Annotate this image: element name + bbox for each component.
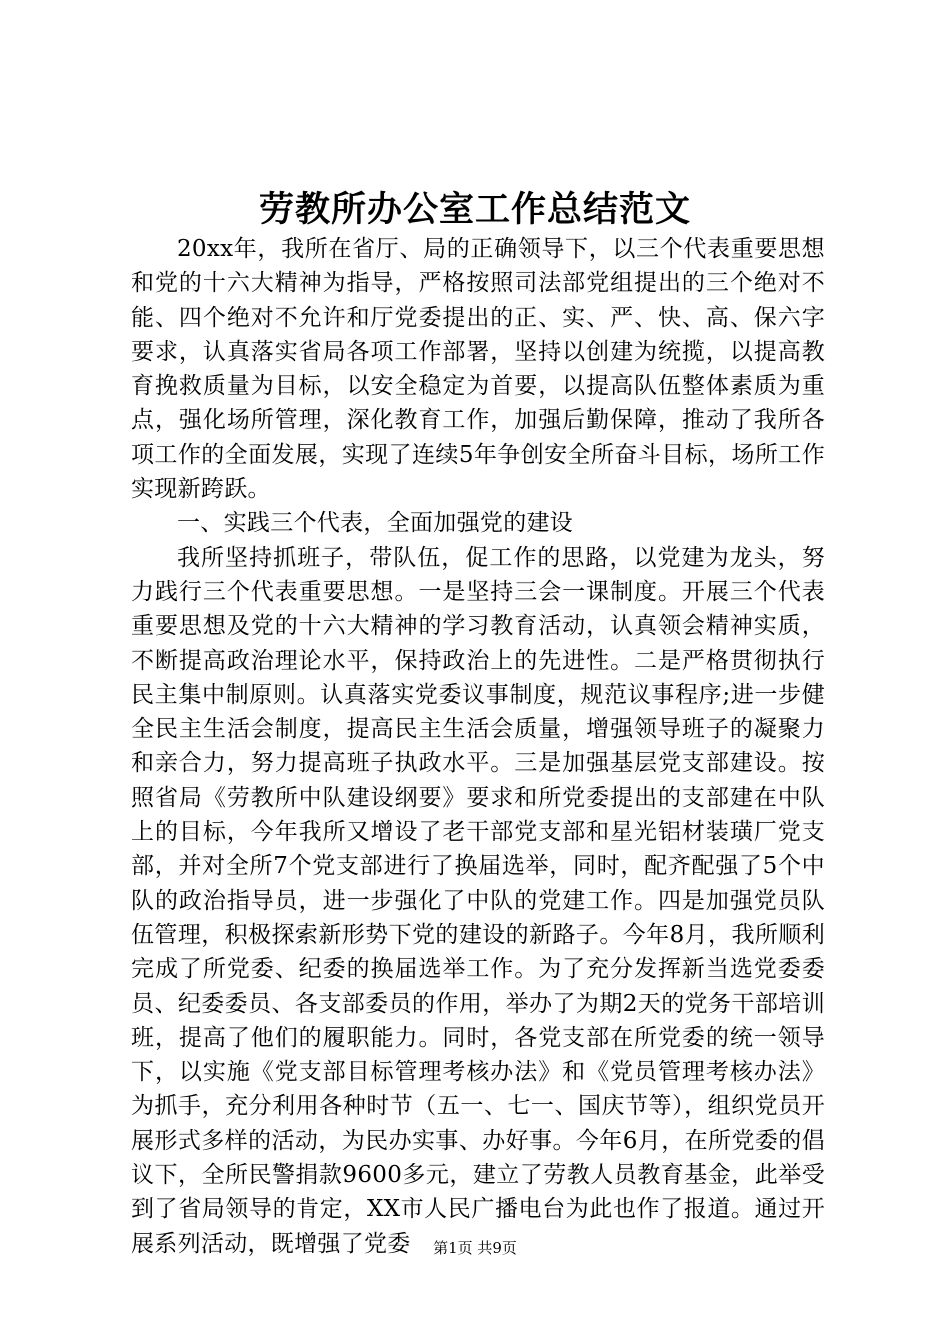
section-heading-1: 一、实践三个代表，全面加强党的建设 (177, 510, 574, 537)
paragraph-party-building: 我所坚持抓班子，带队伍，促工作的思路，以党建为龙头，努力践行三个代表重要思想。一是坚持三会一课制度。开展三个代表重要思想及党的十六大精神的学习教育活动，认真领会精神实质，不断提高政治理论水平，保持政治上的先进性。二是严格贯彻执行民主集中制原则。认真落实党委议事制度，规范议事程序;进一步健全民主生活会制度，提高民主生活会质量，增强领导班子的凝聚力和亲合力，努力提高班子执政水平。三是加强基层党支部建设。按照省局《劳教所中队建设纲要》要求和所党委提出的支部建在中队上的目标，今年我所又增设了老干部党支部和星光铝材装璜厂党支部，并对全所7个党支部进行了换届选举，同时，配齐配强了5个中队的政治指导员，进一步强化了中队的党建工作。四是加强党员队伍管理，积极探索新形势下党的建设的新路子。今年8月，我所顺利完成了所党委、纪委的换届选举工作。为了充分发挥新当选党委委员、纪委委员、各支部委员的作用，举办了为期2天的党务干部培训班，提高了他们的履职能力。同时，各党支部在所党委的统一领导下，以实施《党支部目标管理考核办法》和《党员管理考核办法》为抓手，充分利用各种时节（五一、七一、国庆节等），组织党员开展形式多样的活动，为民办实事、办好事。今年6月，在所党委的倡议下，全所民警捐款9600多元，建立了劳教人员教育基金，此举受到了省局领导的肯定，XX市人民广播电台为此也作了报道。通过开展系列活动，既增强了党委 (131, 544, 825, 1257)
document-body (131, 232, 825, 1261)
paragraph-intro: 20xx年，我所在省厅、局的正确领导下，以三个代表重要思想和党的十六大精神为指导，严格按照司法部党组提出的三个绝对不能、四个绝对不允许和厅党委提出的正、实、严、快、高、保六字要求，认真落实省局各项工作部署，坚持以创建为统揽，以提高教育挽救质量为目标，以安全稳定为首要，以提高队伍整体素质为重点，强化场所管理，深化教育工作，加强后勤保障，推动了我所各项工作的全面发展，实现了连续5年争创安全所奋斗目标，场所工作实现新跨跃。 (131, 236, 825, 503)
page-footer (0, 1238, 950, 1258)
document-title: 劳教所办公室工作总结范文 (258, 189, 691, 230)
page-number: 第1页 共9页 (433, 1239, 517, 1257)
